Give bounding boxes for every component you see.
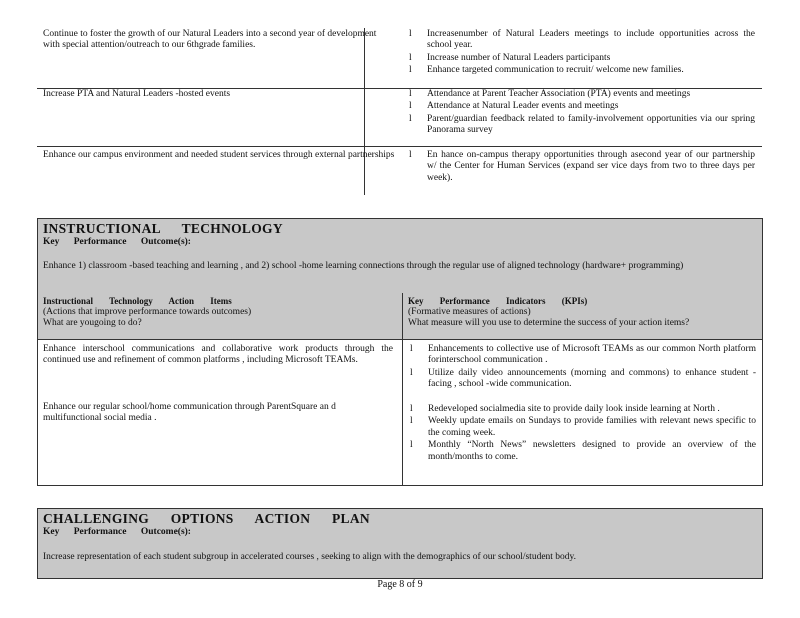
section-title: INSTRUCTIONAL TECHNOLOGY xyxy=(43,221,283,236)
row-divider xyxy=(37,146,762,147)
kpi-cell xyxy=(407,150,755,185)
kpi-cell xyxy=(407,89,755,138)
action-item: Enhance interschool communications and collaborative work products through the continued use and refinement of common platforms , including Microsoft TEAMs. xyxy=(43,344,393,366)
left-header-title: Instructional Technology Action Items xyxy=(43,296,232,306)
right-header-title: Key Performance Indicators (KPIs) xyxy=(408,296,588,306)
challenging-options-section xyxy=(37,508,763,579)
kpi-cell xyxy=(407,29,755,78)
left-header-question: What are yougoing to do? xyxy=(43,318,142,329)
right-column-header xyxy=(408,296,756,330)
kpi-item: l Enhancements to collective use of Microsoft TEAMs as our common North platform forinterschool communication . xyxy=(408,344,756,367)
kpi-item: l Redeveloped socialmedia site to provide daily look inside learning at North . xyxy=(408,404,756,415)
outcome-text: Increase representation of each student subgroup in accelerated courses , seeking to align with the demographics of our school/student body. xyxy=(43,552,577,562)
action-cell: Increase PTA and Natural Leaders -hosted events xyxy=(43,89,231,99)
right-header-question: What measure will you use to determine the success of your action items? xyxy=(408,318,690,329)
right-header-sub: (Formative measures of actions) xyxy=(408,306,531,317)
instructional-technology-section xyxy=(37,218,763,486)
page-number: Page 8 of 9 xyxy=(377,579,423,590)
kpi-item: l Attendance at Natural Leader events and meetings xyxy=(407,101,755,112)
kpi-item: l Parent/guardian feedback related to family-involvement opportunities via our spring Panorama survey xyxy=(407,114,755,137)
kpi-item: l Increase number of Natural Leaders participants xyxy=(407,53,755,64)
kpi-item: l Monthly “North News” newsletters designed to provide an overview of the month/months to come. xyxy=(408,440,756,463)
kpi-item: l Utilize daily video announcements (morning and commons) to enhance student -facing , school -wide communication. xyxy=(408,368,756,391)
section-title: CHALLENGING OPTIONS ACTION PLAN xyxy=(43,511,370,526)
column-divider xyxy=(402,293,403,485)
top-table-divider xyxy=(364,28,365,195)
outcome-text: Enhance 1) classroom -based teaching and learning , and 2) school -home learning connections through the regular use of aligned technology (hardware+ programming) xyxy=(43,261,684,271)
kpo-label: Key Performance Outcome(s): xyxy=(43,237,191,247)
kpi-item: l Enhance targeted communication to recruit/ welcome new families. xyxy=(407,65,755,76)
kpi-item: l En hance on-campus therapy opportunities through asecond year of our partnership w/ the Center for Human Services (expand ser vice days from two to three days per week). xyxy=(407,150,755,184)
kpi-list xyxy=(408,344,756,392)
kpi-list xyxy=(408,404,756,464)
left-column-header xyxy=(43,296,395,330)
action-item: Enhance our regular school/home communication through ParentSquare an d multifunctional social media . xyxy=(43,402,336,424)
action-cell: Continue to foster the growth of our Natural Leaders into a second year of development with special attention/outreach to our 6thgrade families. xyxy=(43,29,377,51)
kpo-label: Key Performance Outcome(s): xyxy=(43,527,191,537)
left-header-sub: (Actions that improve performance towards outcomes) xyxy=(43,306,252,317)
header-divider xyxy=(38,339,762,340)
kpi-item: l Attendance at Parent Teacher Association (PTA) events and meetings xyxy=(407,89,755,100)
action-cell: Enhance our campus environment and needed student services through external partnerships xyxy=(43,150,395,160)
kpi-item: l Increasenumber of Natural Leaders meetings to include opportunities across the school year. xyxy=(407,29,755,52)
kpi-item: l Weekly update emails on Sundays to provide families with relevant news specific to the coming week. xyxy=(408,416,756,439)
